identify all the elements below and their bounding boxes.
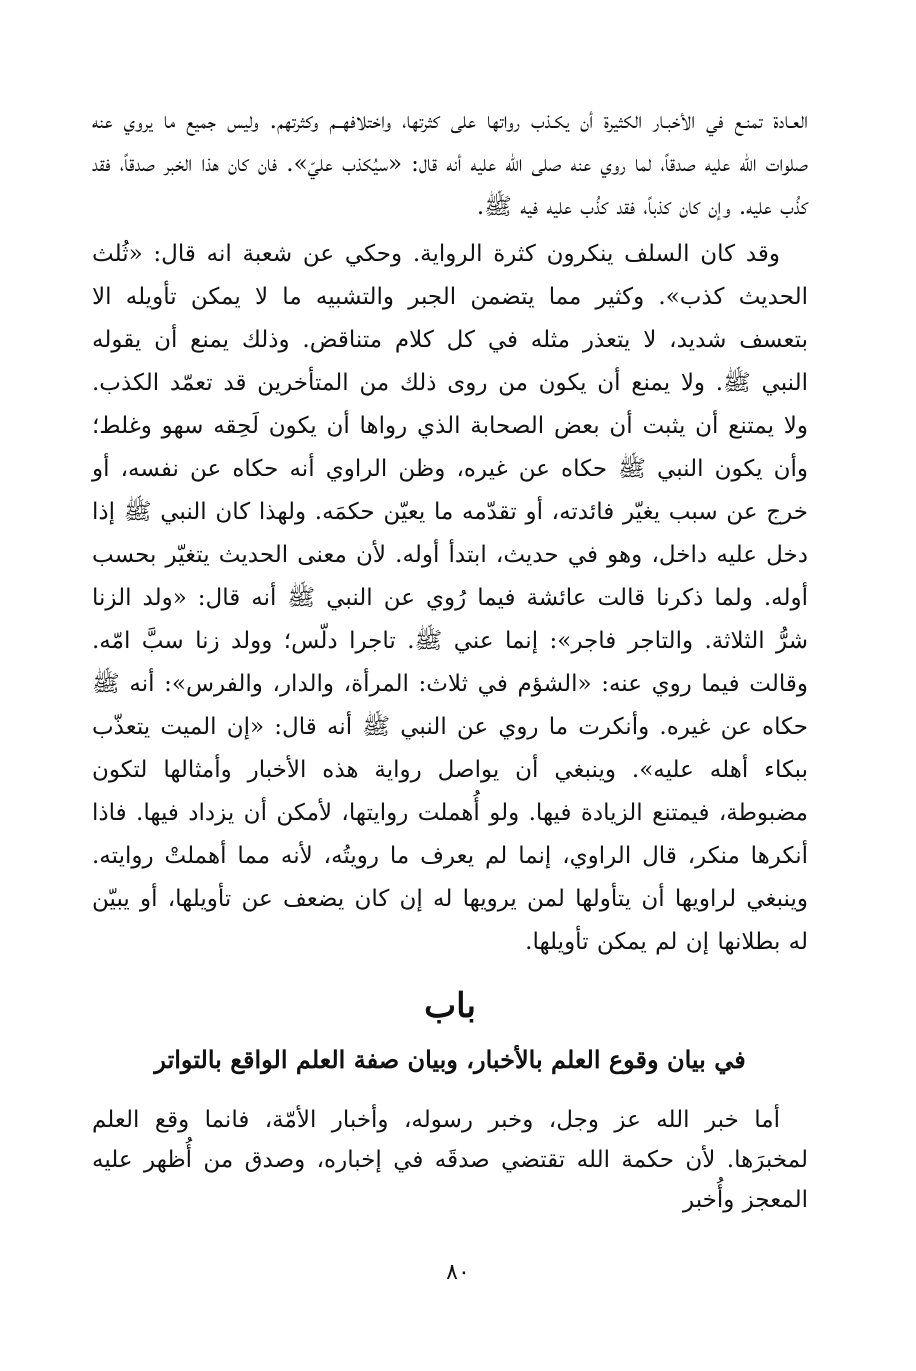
section-title: باب (424, 986, 476, 1026)
paragraph-3: أما خبر الله عز وجل، وخبر رسوله، وأخبار الأمّة، فانما وقع العلم لمخبرَها. لأن حكمة الله تقتضي صدقَه في إخباره، وصدق من أُظهر عليه المعجز وأُخبر (92, 1107, 808, 1213)
paragraph-2: وقد كان السلف ينكرون كثرة الرواية. وحكي عن شعبة انه قال: «ثُلث الحديث كذب». وكثير مما يتضمن الجبر والتشبيه ما لا يمكن تأويله الا بتعسف شديد، لا يتعذر مثله في كل كلام متناقض. وذلك يمنع أن يقوله النبي ﷺ. ولا يمنع أن يكون من روى ذلك من المتأخرين قد تعمّد الكذب. ولا يمتنع أن يثبت أن بعض الصحابة الذي رواها أن يكون لَحِقه سهو وغلط؛ وأن يكون النبي ﷺ حكاه عن غيره، وظن الراوي أنه حكاه عن نفسه، أو خرج عن سبب يغيّر فائدته، أو تقدّمه ما يعيّن حكمَه. ولهذا كان النبي ﷺ إذا دخل عليه داخل، وهو في حديث، ابتدأ أوله. لأن معنى الحديث يتغيّر بحسب أوله. ولما ذكرنا قالت عائشة فيما رُوي عن النبي ﷺ أنه قال: «ولد الزنا شرُّ الثلاثة. والتاجر فاجر»: إنما عني ﷺ. تاجرا دلّس؛ وولد زنا سبَّ امّه. وقالت فيما روي عنه: «الشؤم في ثلاث: المرأة، والدار، والفرس»: أنه ﷺ حكاه عن غيره. وأنكرت ما روي عن النبي ﷺ أنه قال: «إن الميت يتعذّب ببكاء أهله عليه». وينبغي أن يواصل رواية هذه الأخبار وأمثالها لتكون مضبوطة، فيمتنع الزيادة فيها. ولو أُهملت روايتها، لأمكن أن يزداد فيها. فاذا أنكرها منكر، قال الراوي، إنما لم يعرف ما رويتُه، لأنه مما أهملتْ روايته. وينبغي لراويها أن يتأولها لمن يرويها له إن كان يضعف عن تأويلها، أو يبيّن له بطلانها إن لم يمكن تأويلها. (92, 241, 808, 955)
page-body (92, 100, 808, 1220)
page-number: ٨٠ (446, 1260, 470, 1285)
paragraph-1: العـادة تمنـع في الأخبـار الكثيرة أن يكـذب رواتها على كثرتها، واختلافهــم وكثرتهم. وليس جميع ما يروي عنه صلوات الله عليه صدقاً، لما روي عنه صلى الله عليه أنه قال: «سيُكذب عليّ». فان كان هذا الخبر صدقاً، فقد كذُب عليه. وإن كان كذباً، فقد كذُب عليه فيه ﷺ. (92, 108, 808, 220)
section-subtitle: في بيان وقوع العلم بالأخبار، وبيان صفة العلم الواقع بالتواتر (154, 1045, 746, 1074)
